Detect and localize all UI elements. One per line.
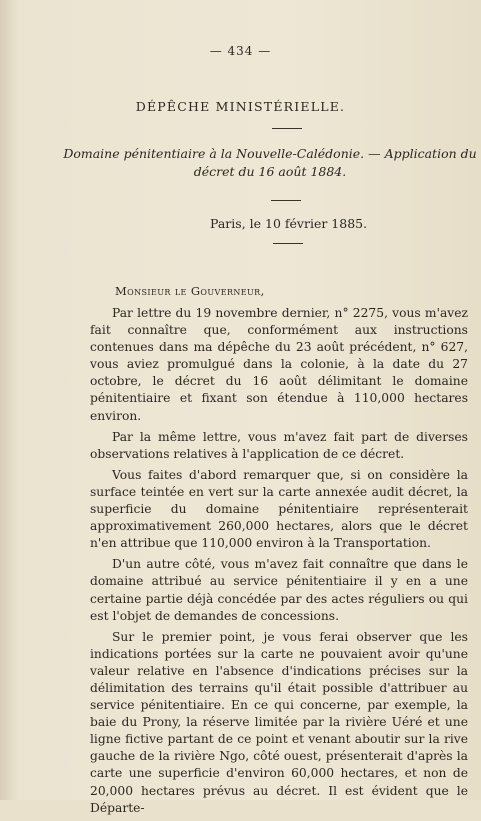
title-rule: [272, 128, 302, 129]
salutation: Monsieur le Gouverneur,: [115, 284, 265, 298]
dateline-rule: [273, 243, 303, 244]
document-subtitle: Domaine pénitentiaire à la Nouvelle-Calédonie. — Application du décret du 16 août 1884.: [63, 146, 477, 179]
page-number: — 434 —: [209, 44, 272, 58]
paragraph: Sur le premier point, je vous ferai observer que les indications portées sur la carte ne pouvaient avoir qu'une valeur relative en l'absence d'indications précises sur la délimitation des terrains qu'il était possible d'attribuer au service pénitentiaire. En ce qui concerne, par exemple, la baie du Prony, la réserve limitée par la rivière Uéré et une ligne fictive partant de ce point et venant aboutir sur la rive gauche de la rivière Ngo, côté ouest, présenterait d'après la carte une superficie d'environ 60,000 hectares, et non de 20,000 hectares prévus au décret. Il est évident que le Départe-: [90, 629, 468, 815]
paragraph: D'un autre côté, vous m'avez fait connaître que dans le domaine attribué au service pénitentiaire il y en a une certaine partie déjà concédée par des actes réguliers ou qui est l'objet de demandes de concessions.: [90, 557, 468, 623]
paragraph: Vous faites d'abord remarquer que, si on considère la surface teintée en vert sur la carte annexée audit décret, la superficie du domaine pénitentiaire représenterait approximativement 260,000 hectares, alors que le décret n'en attribue que 110,000 environ à la Transportation.: [90, 467, 468, 551]
dateline: Paris, le 10 février 1885.: [210, 216, 368, 231]
subtitle-rule: [271, 200, 301, 201]
paragraph: Par la même lettre, vous m'avez fait part de diverses observations relatives à l'application de ce décret.: [90, 429, 468, 461]
document-title: DÉPÊCHE MINISTÉRIELLE.: [135, 99, 346, 114]
letter-body: [90, 305, 468, 821]
paragraph: Par lettre du 19 novembre dernier, n° 2275, vous m'avez fait connaître que, conformément aux instructions contenues dans ma dépêche du 23 août précédent, n° 627, vous aviez promulgué dans la colonie, à la date du 27 octobre, le décret du 16 août délimitant le domaine pénitentiaire et fixant son étendue à 110,000 hectares environ.: [90, 306, 468, 423]
